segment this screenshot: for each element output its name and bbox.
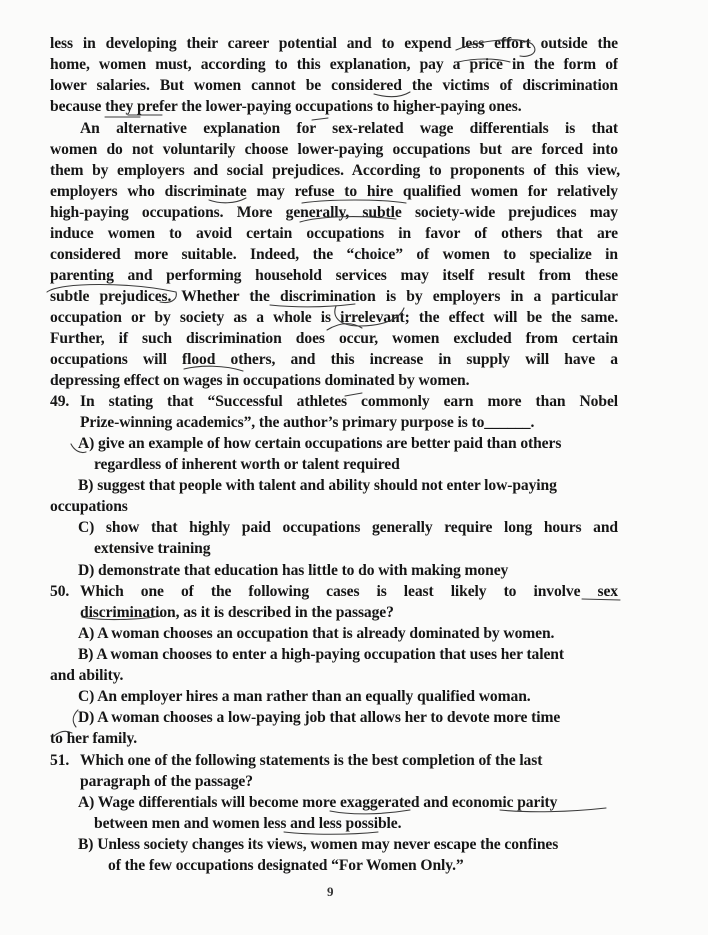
option-d-continued: to her family. [50,730,138,747]
passage-line: Further, if such discrimination does occur, women excluded from certain [50,330,618,347]
passage-line: high-paying occupations. More generally, subtle society-wide prejudices may [50,204,618,221]
option-b-continued: of the few occupations designated “For Women Only.” [108,857,464,874]
passage-line: An alternative explanation for sex-related wage differentials is that [80,120,618,137]
option-b-continued: occupations [50,498,128,515]
question-stem-line: discrimination, as it is described in the passage? [80,604,394,621]
option-b[interactable]: B) Unless society changes its views, women may never escape the confines [78,836,559,853]
passage-line: occupations will flood others, and this increase in supply will have a [50,351,618,368]
passage-line: subtle prejudices. Whether the discrimination is by employers in a particular [50,288,618,305]
passage-line: occupation or by society as a whole is irrelevant; the effect will be the same. [50,309,618,326]
option-a-continued: between men and women less and less possible. [94,815,402,832]
question-number: 50. [50,583,70,600]
option-a-continued: regardless of inherent worth or talent required [94,456,400,473]
option-a[interactable]: A) A woman chooses an occupation that is already dominated by women. [78,625,555,642]
option-d[interactable]: D) A woman chooses a low-paying job that allows her to devote more time [78,709,561,726]
question-number: 51. [50,752,70,769]
passage-line: home, women must, according to this explanation, pay a price in the form of [50,56,618,73]
option-b-continued: and ability. [50,667,124,684]
question-stem-line: Prize-winning academics”, the author’s primary purpose is to______. [80,414,535,431]
passage-line: women do not voluntarily choose lower-paying occupations but are forced into [50,141,618,158]
question-stem-line: Which one of the following statements is the best completion of the last [80,752,543,769]
passage-line: parenting and performing household services may itself result from these [50,267,618,284]
question-stem-line: paragraph of the passage? [80,773,253,790]
passage-line: induce women to avoid certain occupations in favor of others that are [50,225,618,242]
question-number: 49. [50,393,70,410]
option-c[interactable]: C) An employer hires a man rather than an equally qualified woman. [78,688,531,705]
passage-line: employers who discriminate may refuse to hire qualified women for relatively [50,183,618,200]
passage-line: less in developing their career potential and to expend less effort outside the [50,35,618,52]
passage-line: considered more suitable. Indeed, the “choice” of women to specialize in [50,246,618,263]
option-b[interactable]: B) A woman chooses to enter a high-paying occupation that uses her talent [78,646,564,663]
option-c-continued: extensive training [94,540,211,557]
question-stem-line: In stating that “Successful athletes commonly earn more than Nobel [80,393,618,410]
passage-line: lower salaries. But women cannot be considered the victims of discrimination [50,77,618,94]
passage-line: depressing effect on wages in occupations dominated by women. [50,372,470,389]
option-c[interactable]: C) show that highly paid occupations generally require long hours and [78,519,618,536]
question-stem-line: Which one of the following cases is least likely to involve sex [80,583,618,600]
option-b[interactable]: B) suggest that people with talent and ability should not enter low-paying [78,477,557,494]
option-a[interactable]: A) give an example of how certain occupations are better paid than others [78,435,562,452]
passage-line: them by employers and social prejudices. According to proponents of this view, [50,162,620,179]
option-a[interactable]: A) Wage differentials will become more exaggerated and economic parity [78,794,558,811]
option-d[interactable]: D) demonstrate that education has little to do with making money [78,562,509,579]
page-number: 9 [327,884,334,899]
passage-line: because they prefer the lower-paying occupations to higher-paying ones. [50,98,522,115]
